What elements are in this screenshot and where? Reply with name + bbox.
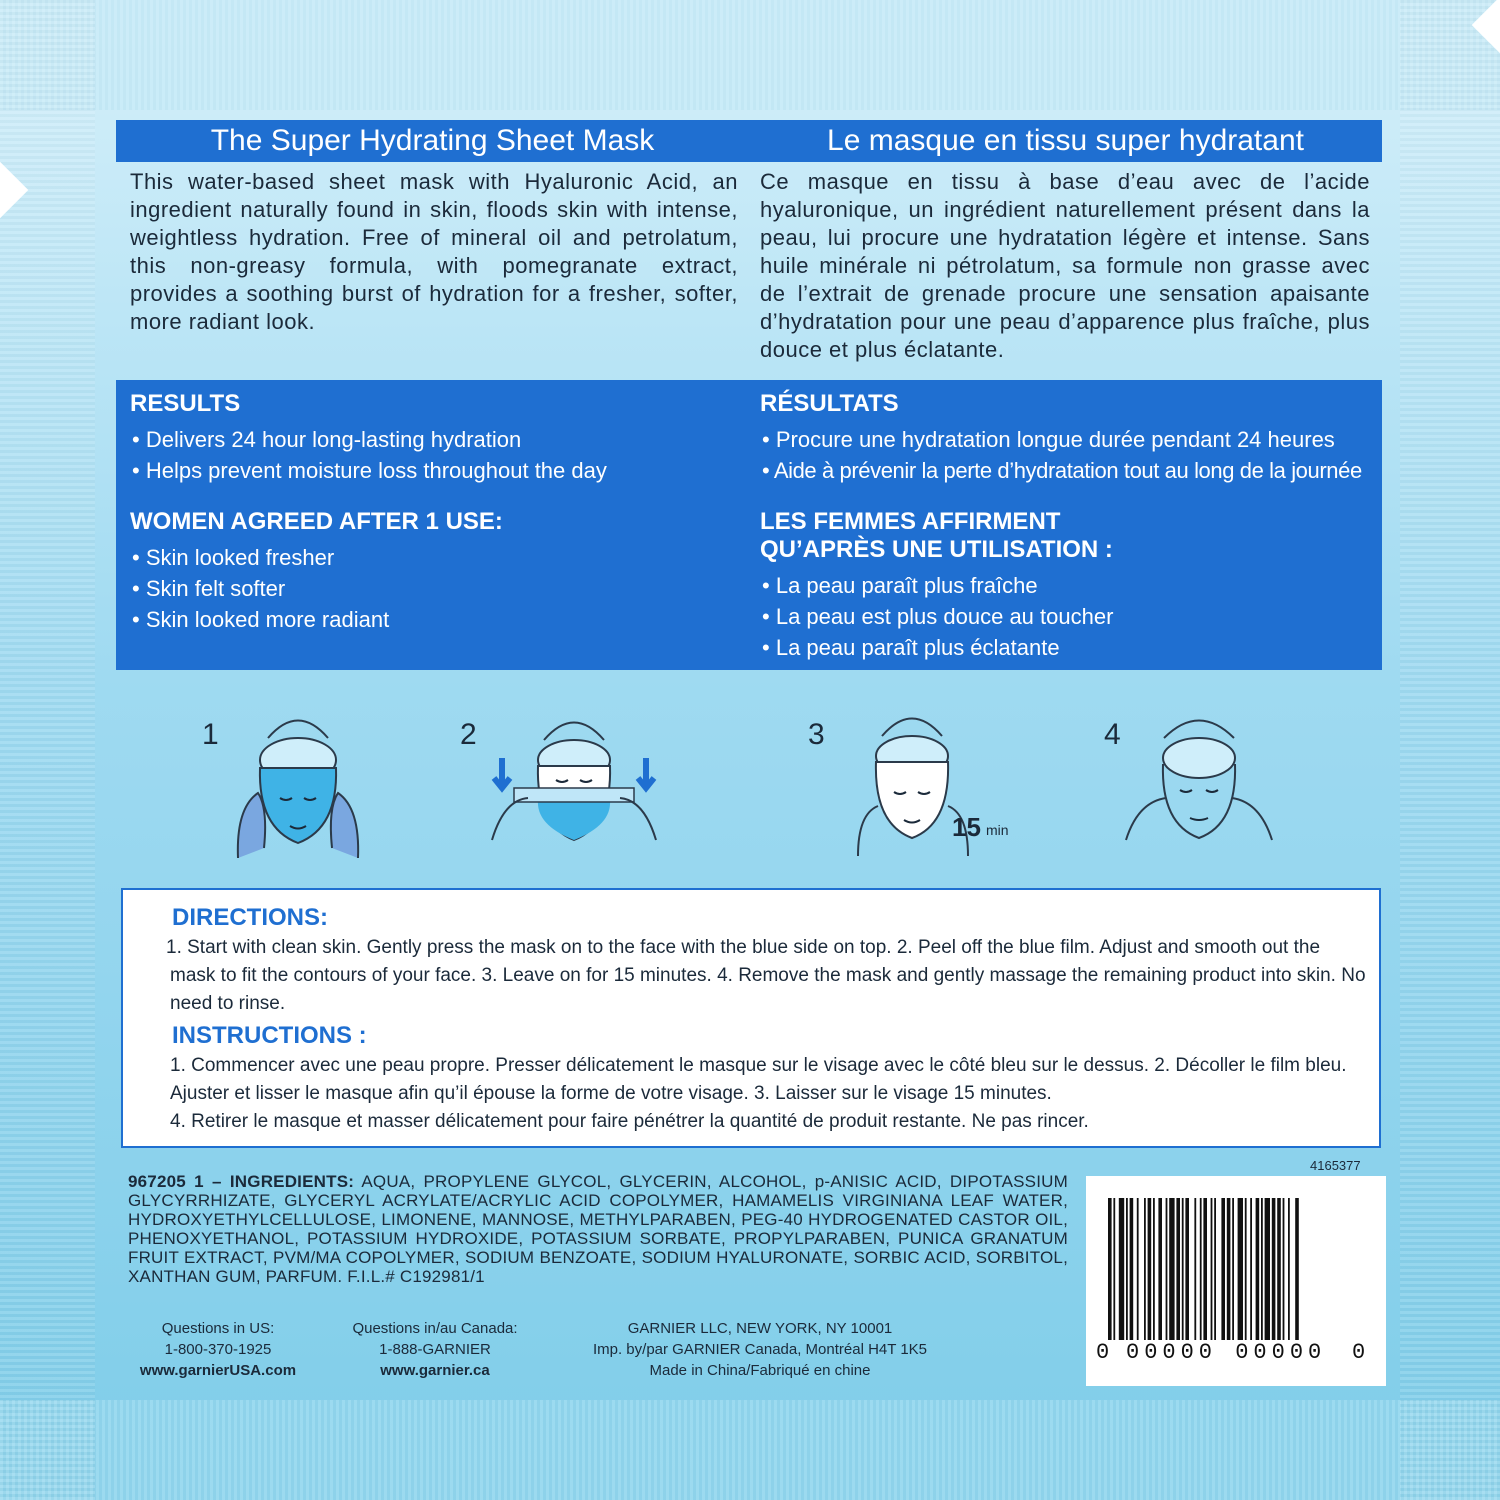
barcode-bar [1169,1198,1174,1340]
barcode-bar [1137,1198,1139,1340]
barcode-code: 4165377 [1310,1158,1361,1173]
instructions-text-2: 4. Retirer le masque et masser délicatement pour faire pénétrer la quantité de produit restante. Ne pas rincer. [170,1111,1089,1132]
contact-us-web: www.garnierUSA.com [139,1362,297,1379]
agreed-item: • Skin felt softer [130,573,730,604]
barcode-bar [1126,1198,1128,1340]
barcode-bar [1232,1198,1234,1340]
results-french [760,390,1380,663]
barcode-bar [1227,1198,1231,1340]
contact-us [118,1318,318,1381]
barcode-bar [1158,1198,1162,1340]
company-line-3: Made in China/Fabriqué en chine [649,1362,871,1379]
instructions-heading: INSTRUCTIONS : [172,1022,367,1049]
agreed-item: • Skin looked more radiant [130,604,730,635]
result-item: • Delivers 24 hour long-lasting hydration [130,424,730,455]
step-4-number: 4 [1104,718,1121,751]
contact-canada [325,1318,545,1381]
barcode-digit-left: 0 [1096,1340,1111,1365]
barcode-bar [1130,1198,1134,1340]
face-massage-icon [1124,698,1274,858]
agreed-heading-fr: LES FEMMES AFFIRMENT [760,508,1061,535]
ingredients-text: AQUA, PROPYLENE GLYCOL, GLYCERIN, ALCOHOL, p-ANISIC ACID, DIPOTASSIUM GLYCYRRHIZATE, GLYCERYL ACRYLATE/ACRYLIC ACID COPOLYMER, HAMAMELIS VIRGINIANA LEAF WATER, HYDROXYETHYLCELLULOSE, LIMONENE, MANNOSE, METHYLPARABEN, PEG-40 HYDROGENATED CASTOR OIL, PHENOXYETHANOL, POTASSIUM HYDROXIDE, POTASSIUM SORBATE, PROPYLPARABEN, PUNICA GRANATUM FRUIT EXTRACT, PVM/MA COPOLYMER, SODIUM BENZOATE, SODIUM HYALURONATE, SORBIC ACID, SORBITOL, XANTHAN GUM, PARFUM. F.I.L.# C192981/1 [128,1172,1068,1286]
right-seal [1400,0,1500,1500]
barcode-bar [1272,1198,1276,1340]
top-seal [0,0,1500,110]
company-line-2: Imp. by/par GARNIER Canada, Montréal H4T 1K5 [592,1341,928,1358]
bottom-seal [0,1400,1500,1500]
directions-text: 1. Start with clean skin. Gently press the mask on to the face with the blue side on top. 2. Peel off the blue film. Adjust and smooth out the mask to fit the contours of your face. 3. Leave on for 15 minutes. 4. Remove the mask and gently massage the remaining product into skin. No need to rinse. [166,937,1366,1014]
barcode-bar [1238,1198,1243,1340]
agreed-item-fr: • La peau est plus douce au toucher [760,601,1380,632]
barcode-bar [1182,1198,1184,1340]
barcode-bars [1108,1198,1364,1340]
barcode-bar [1277,1198,1281,1340]
contact-us-phone: 1-800-370-1925 [164,1341,272,1358]
barcode-bar [1185,1198,1189,1340]
company-info [555,1318,965,1381]
barcode-digit-right: 0 [1352,1340,1367,1365]
result-item-fr: • Aide à prévenir la perte d’hydratation tout au long de la journée [760,455,1380,486]
results-heading: RESULTS [130,390,241,417]
title-english: The Super Hydrating Sheet Mask [210,124,655,157]
contact-ca-web: www.garnier.ca [380,1362,490,1379]
company-line-1: GARNIER LLC, NEW YORK, NY 10001 [627,1320,893,1337]
step-2-number: 2 [460,718,477,751]
agreed-heading: WOMEN AGREED AFTER 1 USE: [130,508,503,535]
barcode-bar [1295,1198,1299,1340]
agreed-item-fr: • La peau paraît plus éclatante [760,632,1380,663]
barcode-bar [1194,1198,1196,1340]
barcode-bar [1148,1198,1152,1340]
result-item-fr: • Procure une hydratation longue durée pendant 24 heures [760,424,1380,455]
barcode-bar [1211,1198,1213,1340]
agreed-heading-fr-2: QU’APRÈS UNE UTILISATION : [760,536,1113,563]
results-heading-fr: RÉSULTATS [760,390,899,417]
barcode-bar [1221,1198,1225,1340]
barcode-digits-middle: 00000 00000 [1126,1340,1327,1365]
instructions-text-1: 1. Commencer avec une peau propre. Presser délicatement le masque sur le visage avec le côté bleu sur le dessus. 2. Décoller le film bleu. Ajuster et lisser le masque afin qu’il épouse la forme de votre visage. 3. Laisser sur le visage 15 minutes. [170,1055,1347,1104]
directions-heading: DIRECTIONS: [172,904,328,931]
barcode-bar [1245,1198,1247,1340]
intro-english: This water-based sheet mask with Hyaluronic Acid, an ingredient naturally found in skin, floods skin with intense, weightless hydration. Free of mineral oil and petrolatum, this non-greasy formula, with pomegranate extract, provides a soothing burst of hydration for a fresher, softer, more radiant look. [130,169,738,334]
barcode-bar [1166,1198,1168,1340]
step-3-number: 3 [808,718,825,751]
barcode-bar [1200,1198,1202,1340]
ingredients-list [128,1172,1068,1286]
barcode-bar [1119,1198,1124,1340]
intro-french: Ce masque en tissu à base d’eau avec de l’acide hyaluronique, un ingrédient naturellement présent dans la peau, lui procure une hydratation légère et intense. Sans huile minérale ni pétrolatum, sa formule non grasse avec de l’extrait de grenade procure une sensation apaisante d’hydratation pour une peau d’apparence plus fraîche, plus douce et plus éclatante. [760,169,1370,362]
directions-content [130,904,1370,1140]
result-item: • Helps prevent moisture loss throughout the day [130,455,730,486]
ingredients-label: 967205 1 – INGREDIENTS: [128,1172,355,1191]
barcode-bar [1256,1198,1260,1340]
face-peel-film-icon [484,700,664,860]
left-seal [0,0,95,1500]
barcode-bar [1261,1198,1263,1340]
barcode-bar [1250,1198,1252,1340]
contact-ca-phone: 1-888-GARNIER [379,1341,491,1358]
step-1-number: 1 [202,718,219,751]
agreed-item: • Skin looked fresher [130,542,730,573]
agreed-item-fr: • La peau paraît plus fraîche [760,570,1380,601]
barcode-bar [1265,1198,1270,1340]
contact-us-label: Questions in US: [161,1320,275,1337]
barcode-bar [1144,1198,1146,1340]
barcode-bar [1113,1198,1115,1340]
title-french: Le masque en tissu super hydratant [827,124,1304,157]
results-english [130,390,730,635]
timer-unit: min [986,822,1009,838]
barcode-bar [1214,1198,1216,1340]
barcode-bar [1283,1198,1285,1340]
barcode-bar [1203,1198,1207,1340]
barcode-bar [1176,1198,1180,1340]
barcode-bar [1153,1198,1155,1340]
timer-value: 15 [952,812,981,842]
contact-ca-label: Questions in/au Canada: [352,1320,518,1337]
face-mask-apply-icon [228,698,368,868]
barcode-bar [1108,1198,1112,1340]
barcode-bar [1288,1198,1290,1340]
